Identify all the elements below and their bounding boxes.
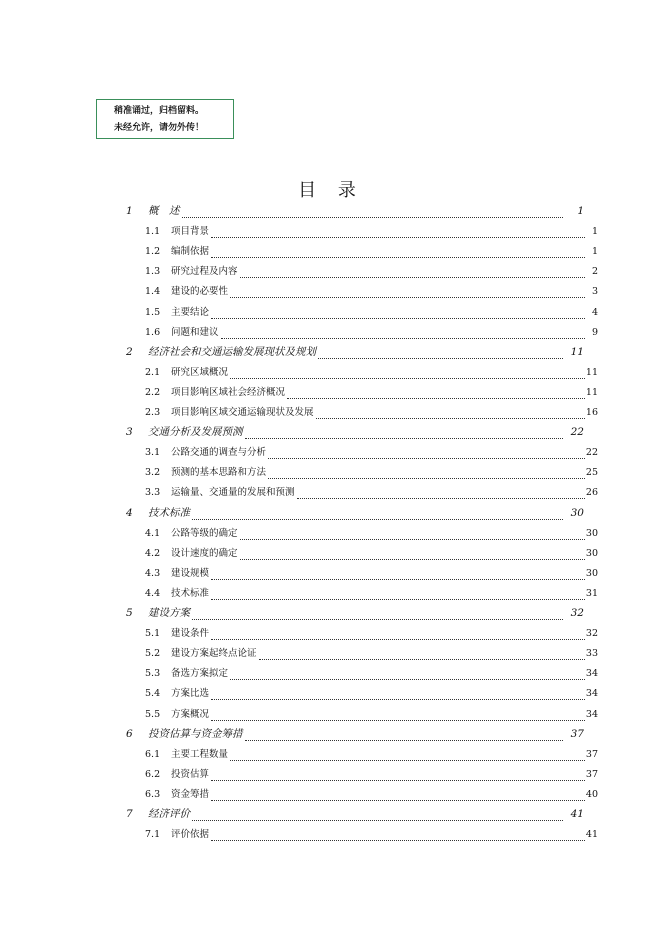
toc-entry-label: 建设方案 [148, 607, 190, 619]
toc-entry-number: 5 [126, 607, 133, 619]
toc-dot-leader [211, 568, 585, 580]
toc-section-entry[interactable] [145, 746, 598, 766]
toc-dot-leader [211, 307, 585, 319]
toc-dot-leader [230, 749, 585, 761]
toc-entry-number: 4.3 [145, 567, 161, 579]
toc-section-entry[interactable] [145, 304, 598, 324]
toc-dot-leader [240, 548, 585, 560]
toc-chapter-entry[interactable] [126, 605, 584, 625]
toc-entry-page: 34 [585, 688, 598, 700]
toc-entry-label: 设计速度的确定 [171, 547, 238, 559]
toc-chapter-entry[interactable] [126, 726, 584, 746]
toc-entry-number: 3 [126, 426, 133, 439]
toc-entry-label: 项目影响区域社会经济概况 [171, 386, 286, 398]
toc-dot-leader [192, 809, 563, 821]
toc-entry-label: 运输量、交通量的发展和预测 [171, 487, 295, 499]
toc-dot-leader [211, 246, 585, 258]
toc-entry-label: 投资估算 [171, 768, 210, 780]
toc-dot-leader [192, 608, 563, 620]
toc-dot-leader [211, 709, 585, 721]
toc-entry-label: 公路等级的确定 [171, 527, 238, 539]
toc-entry-page: 11 [585, 386, 598, 398]
toc-section-entry[interactable] [145, 464, 598, 484]
toc-dot-leader [287, 387, 585, 399]
toc-entry-number: 1.6 [145, 326, 161, 338]
toc-chapter-entry[interactable] [126, 424, 584, 444]
toc-entry-page: 25 [585, 467, 598, 479]
toc-entry-label: 概 述 [148, 205, 180, 217]
toc-chapter-entry[interactable] [126, 344, 584, 364]
toc-entry-page: 30 [585, 527, 598, 539]
toc-entry-page: 31 [585, 587, 598, 599]
toc-entry-page: 34 [585, 708, 598, 720]
toc-section-entry[interactable] [145, 384, 598, 404]
toc-section-entry[interactable] [145, 625, 598, 645]
toc-section-entry[interactable] [145, 243, 598, 263]
toc-entry-label: 经济评价 [148, 808, 190, 820]
toc-entry-label: 评价依据 [171, 829, 210, 841]
toc-dot-leader [240, 528, 585, 540]
toc-dot-leader [259, 648, 585, 660]
toc-section-entry[interactable] [145, 706, 598, 726]
toc-entry-number: 5.2 [145, 648, 161, 660]
confidentiality-notice [96, 99, 234, 139]
toc-entry-label: 技术标准 [171, 587, 210, 599]
toc-dot-leader [230, 367, 585, 379]
toc-entry-label: 建设规模 [171, 567, 210, 579]
toc-entry-page: 37 [585, 748, 598, 760]
toc-entry-number: 1.3 [145, 266, 161, 278]
toc-entry-number: 6.2 [145, 768, 161, 780]
toc-dot-leader [268, 447, 585, 459]
toc-dot-leader [245, 427, 564, 439]
toc-entry-label: 建设的必要性 [171, 286, 229, 298]
toc-dot-leader [182, 206, 564, 218]
toc-entry-number: 5.4 [145, 688, 161, 700]
toc-entry-label: 编制依据 [171, 246, 210, 258]
toc-entry-number: 1.1 [145, 226, 161, 238]
toc-section-entry[interactable] [145, 545, 598, 565]
toc-entry-page: 37 [570, 727, 584, 740]
toc-section-entry[interactable] [145, 324, 598, 344]
toc-entry-label: 建设方案起终点论证 [171, 648, 257, 660]
toc-dot-leader [211, 829, 585, 841]
toc-entry-number: 2.3 [145, 407, 161, 418]
toc-entry-page: 32 [585, 628, 598, 640]
toc-dot-leader [230, 668, 585, 680]
toc-dot-leader [268, 467, 585, 479]
toc-entry-number: 4.2 [145, 547, 161, 559]
toc-dot-leader [230, 286, 585, 298]
toc-section-entry[interactable] [145, 826, 598, 846]
toc-entry-page: 30 [585, 567, 598, 579]
toc-entry-number: 2.2 [145, 386, 161, 398]
toc-section-entry[interactable] [145, 364, 598, 384]
toc-entry-label: 经济社会和交通运输发展现状及规划 [148, 345, 316, 358]
toc-section-entry[interactable] [145, 645, 598, 665]
toc-entry-label: 主要结论 [171, 306, 210, 318]
toc-entry-number: 1.4 [145, 286, 161, 298]
toc-entry-label: 项目影响区域交通运输现状及发展 [171, 407, 314, 418]
toc-entry-label: 研究区域概况 [171, 366, 229, 378]
toc-dot-leader [221, 327, 585, 339]
toc-entry-label: 技术标准 [148, 506, 190, 519]
toc-entry-number: 4.1 [145, 527, 161, 539]
toc-entry-number: 6.3 [145, 788, 161, 800]
toc-entry-number: 3.2 [145, 467, 161, 479]
toc-entry-label: 项目背景 [171, 226, 210, 238]
toc-entry-label: 建设条件 [171, 628, 210, 640]
toc-entry-page: 33 [585, 648, 598, 660]
toc-entry-page: 4 [591, 306, 598, 318]
toc-section-entry[interactable] [145, 565, 598, 585]
toc-section-entry[interactable] [145, 404, 598, 424]
toc-entry-label: 投资估算与资金筹措 [148, 727, 243, 740]
toc-dot-leader [192, 508, 563, 520]
toc-dot-leader [211, 628, 585, 640]
toc-entry-page: 1 [591, 226, 598, 238]
toc-dot-leader [211, 588, 585, 600]
toc-entry-page: 34 [585, 668, 598, 680]
toc-entry-label: 方案概况 [171, 708, 210, 720]
notice-line-2: 未经允许，请勿外传！ [114, 123, 205, 133]
toc-entry-number: 6.1 [145, 748, 161, 760]
toc-entry-page: 30 [585, 547, 598, 559]
toc-entry-number: 5.1 [145, 628, 161, 640]
toc-entry-label: 研究过程及内容 [171, 266, 238, 278]
toc-entry-page: 41 [585, 829, 598, 841]
toc-dot-leader [240, 266, 585, 278]
notice-line-1: 稍准诵过，归档留料。 [114, 106, 205, 116]
toc-dot-leader [211, 769, 585, 781]
toc-entry-number: 4 [126, 506, 133, 519]
toc-entry-page: 41 [570, 808, 584, 820]
toc-entry-number: 5.5 [145, 708, 161, 720]
toc-entry-label: 资金筹措 [171, 788, 210, 800]
toc-entry-label: 主要工程数量 [171, 748, 229, 760]
toc-chapter-entry[interactable] [126, 203, 584, 223]
toc-chapter-entry[interactable] [126, 806, 584, 826]
toc-title: 目 录 [298, 180, 364, 201]
toc-entry-page: 1 [577, 205, 584, 217]
toc-entry-label: 方案比选 [171, 688, 210, 700]
toc-entry-page: 11 [570, 345, 584, 358]
toc-entry-number: 7.1 [145, 829, 161, 841]
toc-section-entry[interactable] [145, 223, 598, 243]
toc-entry-number: 1.2 [145, 246, 161, 258]
toc-entry-number: 2 [126, 345, 133, 358]
toc-entry-number: 5.3 [145, 668, 161, 680]
toc-dot-leader [316, 407, 585, 419]
toc-entry-label: 预测的基本思路和方法 [171, 467, 267, 479]
toc-chapter-entry[interactable] [126, 505, 584, 525]
toc-entry-page: 3 [591, 286, 598, 298]
toc-section-entry[interactable] [145, 665, 598, 685]
toc-entry-label: 备选方案拟定 [171, 668, 229, 680]
toc-section-entry[interactable] [145, 585, 598, 605]
toc-entry-label: 公路交通的调查与分析 [171, 447, 267, 459]
toc-entry-page: 37 [585, 768, 598, 780]
toc-section-entry[interactable] [145, 685, 598, 705]
toc-section-entry[interactable] [145, 263, 598, 283]
toc-entry-page: 22 [585, 447, 598, 459]
toc-section-entry[interactable] [145, 525, 598, 545]
toc-entry-number: 3.1 [145, 447, 161, 459]
toc-entry-number: 1.5 [145, 306, 161, 318]
toc-entry-number: 2.1 [145, 366, 161, 378]
toc-dot-leader [211, 688, 585, 700]
toc-entry-number: 7 [126, 808, 133, 820]
toc-entry-page: 9 [591, 326, 598, 338]
toc-dot-leader [297, 487, 585, 499]
toc-section-entry[interactable] [145, 444, 598, 464]
toc-entry-number: 4.4 [145, 587, 161, 599]
toc-entry-page: 11 [585, 366, 598, 378]
toc-entry-page: 32 [570, 607, 584, 619]
toc-section-entry[interactable] [145, 766, 598, 786]
toc-dot-leader [211, 789, 585, 801]
toc-entry-number: 6 [126, 727, 133, 740]
toc-dot-leader [318, 347, 563, 359]
toc-entry-page: 2 [591, 266, 598, 278]
toc-section-entry[interactable] [145, 484, 598, 504]
toc-section-entry[interactable] [145, 786, 598, 806]
toc-entry-number: 3.3 [145, 487, 161, 499]
toc-entry-page: 40 [585, 788, 598, 800]
toc-entry-page: 1 [591, 246, 598, 258]
toc-entry-page: 16 [585, 407, 598, 418]
toc-entry-page: 22 [570, 426, 584, 439]
toc-dot-leader [211, 226, 585, 238]
toc-entry-number: 1 [126, 205, 133, 217]
toc-section-entry[interactable] [145, 283, 598, 303]
toc-dot-leader [245, 729, 564, 741]
toc-entry-label: 问题和建议 [171, 326, 219, 338]
toc-entry-label: 交通分析及发展预测 [148, 426, 243, 439]
toc-entry-page: 26 [585, 487, 598, 499]
toc-entry-page: 30 [570, 506, 584, 519]
